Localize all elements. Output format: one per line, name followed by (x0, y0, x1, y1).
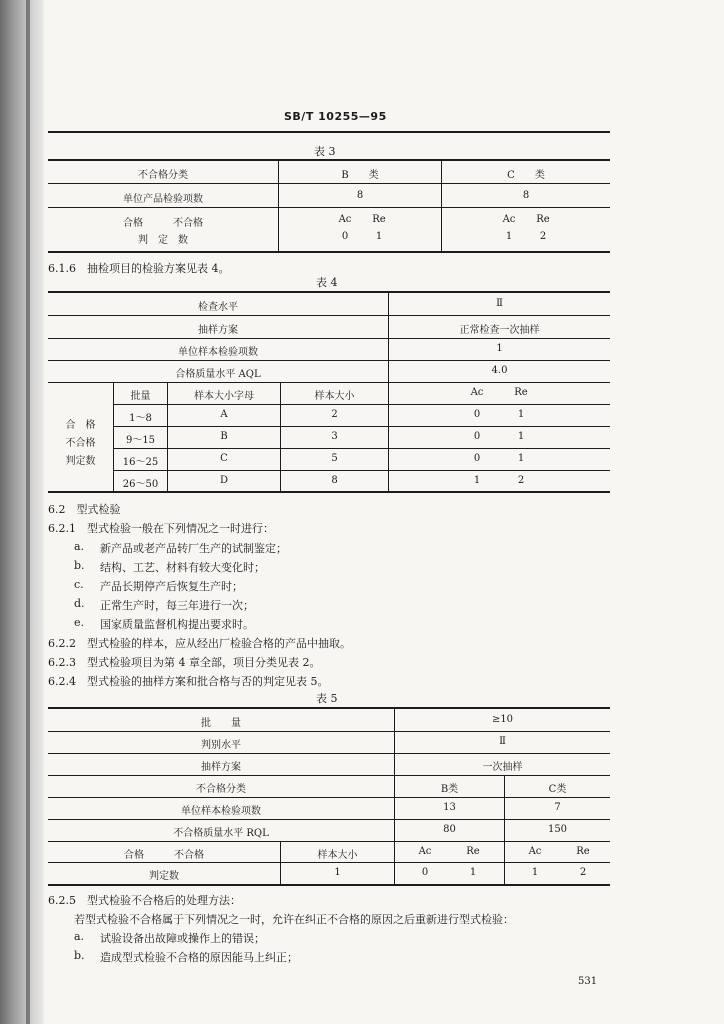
table5-b-re-header: Re (466, 846, 480, 857)
table3-c-ac-header: Ac (502, 214, 516, 225)
table4-cell: 1 (517, 453, 525, 464)
section-6-2-4: 6.2.4 型式检验的抽样方案和批合格与否的判定见表 5。 (48, 675, 329, 688)
table3-title: 表 3 (314, 145, 336, 158)
section-6-2-2: 6.2.2 型式检验的样本，应从经出厂检验合格的产品中抽取。 (48, 637, 351, 650)
list-item-text: 试验设备出故障或操作上的错误； (100, 932, 265, 945)
table5-c-re-header: Re (576, 846, 590, 857)
table3-b-items: 8 (356, 190, 364, 201)
table4-cell: A (220, 409, 228, 420)
table4-rule (48, 315, 610, 316)
table3-label-judge-b: 判 定 数 (138, 235, 188, 246)
list-item-text: 国家质量监督机构提出要求时。 (100, 618, 254, 631)
table5-col-size: 样本大小 (317, 850, 358, 861)
list-item-text: 新产品或老产品转厂生产的试制鉴定； (100, 542, 287, 555)
table5-rule (48, 819, 610, 820)
table4-items-value: 1 (496, 343, 503, 354)
table3-label-items: 单位产品检验项数 (123, 194, 203, 205)
page-number: 531 (578, 976, 598, 987)
table5-bottom-rule (48, 884, 610, 886)
table3-b-ac-header: Ac (338, 214, 352, 225)
table3-c-items: 8 (522, 190, 530, 201)
list-item-text: 产品长期停产后恢复生产时； (100, 580, 243, 593)
table4-cell: B (220, 431, 228, 442)
table5-rule (48, 841, 610, 842)
table4-cell: 16～25 (122, 457, 159, 468)
list-item-key: a. (74, 930, 85, 943)
table3-c-class: C 类 (507, 170, 545, 181)
table4-cell: 2 (331, 409, 338, 420)
table4-cell: 9～15 (125, 435, 156, 446)
section-6-2: 6.2 型式检验 (48, 503, 121, 516)
table5-c-ac-value: 1 (531, 867, 539, 878)
table4-cell: 2 (517, 475, 525, 486)
table4-cell: 1 (517, 431, 525, 442)
section-6-1-6: 6.1.6 抽检项目的检验方案见表 4。 (48, 262, 230, 275)
table5-b-re-value: 1 (469, 867, 477, 878)
standard-header: SB/T 10255—95 (284, 110, 387, 123)
table4-col-letter: 样本大小字母 (194, 391, 254, 402)
table4-side-label-2: 不合格 (65, 438, 96, 449)
table5-c-re-value: 2 (579, 867, 587, 878)
table4-plan-value: 正常检查一次抽样 (459, 325, 540, 336)
table4-rule (48, 382, 610, 383)
table4-level-value: Ⅱ (496, 298, 503, 309)
table4-col-ac: Ac (470, 387, 484, 398)
table4-rule (113, 426, 610, 427)
table3-label-category: 不合格分类 (138, 170, 188, 181)
list-item-key: b. (74, 559, 85, 572)
table4-col-size: 样本大小 (314, 391, 355, 402)
table4-side-label-1: 合 格 (65, 420, 96, 431)
table5-rule (48, 753, 610, 754)
list-item-text: 正常生产时，每三年进行一次； (100, 599, 254, 612)
list-item-text: 结构、工艺、材料有较大变化时； (100, 561, 265, 574)
table5-label-level: 判别水平 (201, 740, 241, 751)
table5-rule (48, 775, 610, 776)
list-item-key: b. (74, 949, 85, 962)
table4-cell: 1 (473, 475, 481, 486)
table5-b-items: 13 (443, 802, 456, 813)
table3-rule (48, 207, 610, 208)
table5-label-rql: 不合格质量水平 RQL (173, 828, 269, 839)
table5-c-class: C类 (548, 784, 567, 795)
scan-binding-shadow (26, 0, 30, 1024)
table5-label-judge-a: 合格 不合格 (124, 850, 204, 861)
table3-c-re-value: 2 (539, 231, 547, 242)
table5-top-rule (48, 707, 610, 709)
table3-b-ac-value: 0 (341, 231, 349, 242)
table5-batch-value: ≥10 (491, 714, 514, 725)
list-item-key: d. (74, 597, 85, 610)
table4-label-level: 检查水平 (198, 302, 238, 313)
table4-rule (113, 404, 610, 405)
table5-c-items: 7 (554, 802, 561, 813)
table4-cell: 0 (473, 409, 481, 420)
table4-label-items: 单位样本检验项数 (178, 347, 258, 358)
table4-cell: 8 (331, 475, 338, 486)
table4-title: 表 4 (316, 276, 338, 289)
table3-b-class: B 类 (341, 170, 379, 181)
table5-rule (48, 862, 610, 863)
table5-title: 表 5 (316, 692, 338, 705)
table4-aql-value: 4.0 (491, 365, 508, 376)
table3-top-rule (48, 159, 610, 161)
table4-top-rule (48, 291, 610, 293)
table5-b-class: B类 (440, 784, 459, 795)
table4-side-label-3: 判定数 (65, 456, 96, 467)
table4-cell: D (219, 475, 229, 486)
section-6-2-5-body: 若型式检验不合格属于下列情况之一时，允许在纠正不合格的原因之后重新进行型式检验： (74, 913, 514, 926)
list-item-text: 造成型式检验不合格的原因能马上纠正； (100, 951, 298, 964)
table5-col-divider (394, 707, 395, 885)
table3-b-re-header: Re (372, 214, 386, 225)
table5-b-ac-header: Ac (418, 846, 432, 857)
table5-label-plan: 抽样方案 (201, 762, 241, 773)
table4-label-aql: 合格质量水平 AQL (175, 369, 261, 380)
table4-rule (48, 338, 610, 339)
table3-c-ac-value: 1 (505, 231, 513, 242)
section-6-2-5: 6.2.5 型式检验不合格后的处理方法： (48, 894, 241, 907)
table4-rule (113, 470, 610, 471)
table4-col-re: Re (514, 387, 528, 398)
table4-cell: C (220, 453, 228, 464)
table5-label-batch: 批 量 (201, 718, 241, 729)
table4-bottom-rule (48, 491, 610, 493)
table4-label-plan: 抽样方案 (198, 325, 238, 336)
table5-level-value: Ⅱ (499, 736, 506, 747)
table4-cell: 26～50 (122, 479, 159, 490)
header-rule (48, 131, 610, 133)
scan-binding-edge (0, 0, 44, 1024)
table4-col-batch: 批量 (130, 391, 151, 402)
table3-b-re-value: 1 (375, 231, 383, 242)
table4-rule (48, 360, 610, 361)
table5-c-rql: 150 (547, 824, 568, 835)
table5-label-category: 不合格分类 (196, 784, 246, 795)
section-6-2-3: 6.2.3 型式检验项目为第 4 章全部，项目分类见表 2。 (48, 656, 321, 669)
table5-rule (48, 731, 610, 732)
list-item-key: a. (74, 540, 85, 553)
table3-rule (48, 183, 610, 184)
table4-rule (113, 448, 610, 449)
table5-label-judge-b: 判定数 (149, 871, 179, 882)
table4-cell: 0 (473, 431, 481, 442)
table4-cell: 3 (331, 431, 338, 442)
table4-cell: 1 (517, 409, 525, 420)
table5-label-items: 单位样本检验项数 (181, 806, 261, 817)
table3-bottom-rule (48, 251, 610, 253)
table4-cell: 1～8 (129, 413, 152, 424)
table3-label-judge-a: 合格 不合格 (123, 218, 203, 229)
list-item-key: e. (74, 616, 85, 629)
table5-rule (48, 797, 610, 798)
table5-plan-value: 一次抽样 (482, 762, 523, 773)
table3-c-re-header: Re (536, 214, 550, 225)
list-item-key: c. (74, 578, 84, 591)
table5-b-ac-value: 0 (421, 867, 429, 878)
table5-b-rql: 80 (443, 824, 456, 835)
table4-cell: 0 (473, 453, 481, 464)
section-6-2-1: 6.2.1 型式检验一般在下列情况之一时进行： (48, 522, 274, 535)
table5-size-value: 1 (334, 867, 341, 878)
table5-c-ac-header: Ac (528, 846, 542, 857)
table4-cell: 5 (331, 453, 338, 464)
